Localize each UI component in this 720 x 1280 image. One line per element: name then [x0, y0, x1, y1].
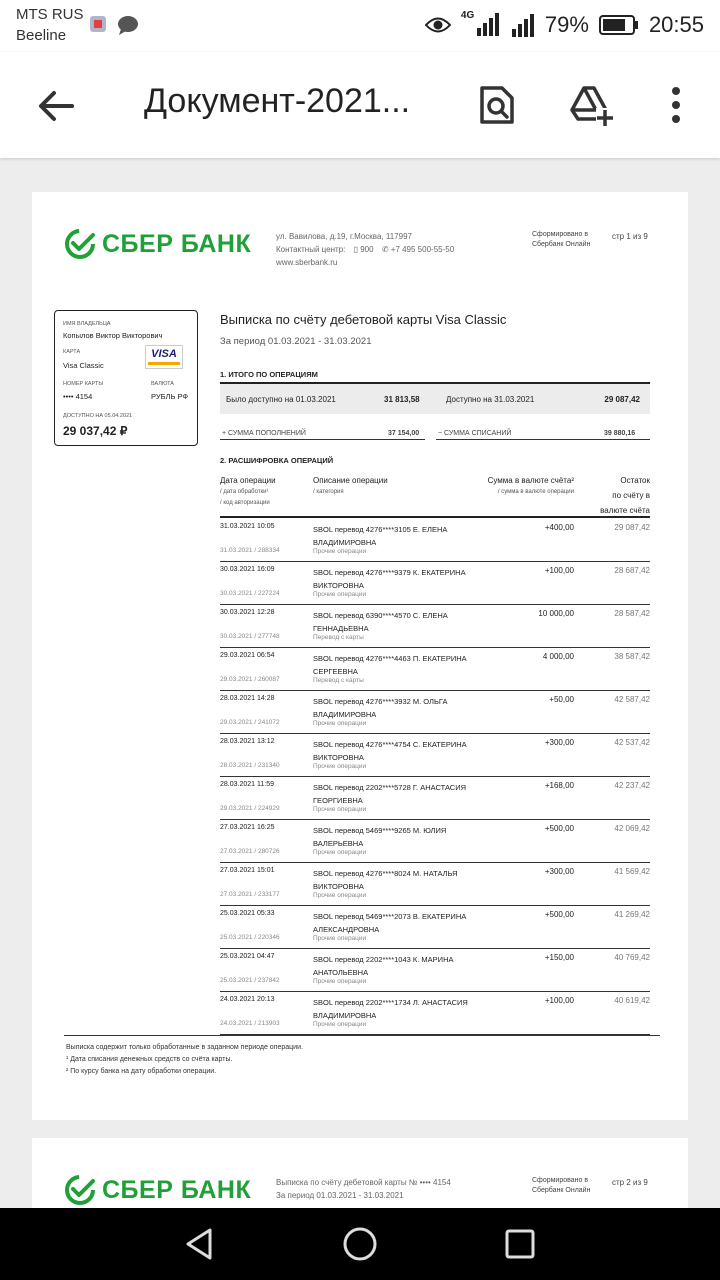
col-balance-2: по счёту в: [612, 491, 650, 500]
status-bar: [0, 0, 720, 52]
tx-code: 29.03.2021 / 260087: [220, 676, 280, 683]
transaction-row: [220, 604, 650, 648]
section-totals: 1. ИТОГО ПО ОПЕРАЦИЯМ: [220, 370, 318, 379]
tx-amount: +50,00: [549, 695, 574, 704]
currency: РУБЛЬ РФ: [151, 392, 189, 401]
card-type: Visa Classic: [63, 361, 104, 370]
visa-brand: VISA: [151, 348, 177, 360]
tx-description: SBOL перевод 4276****4754 С. ЕКАТЕРИНА ВИКТОРОВНА: [313, 740, 467, 762]
tx-date: 28.03.2021 14:28: [220, 695, 275, 702]
tx-category: Прочие операции: [313, 720, 367, 727]
footer-divider: [64, 1035, 660, 1036]
bank-name: СБЕР БАНК: [102, 229, 252, 258]
message-bubble-icon: [116, 14, 140, 36]
tx-category: Перевод с карты: [313, 634, 364, 641]
navigation-bar: [0, 1208, 720, 1280]
tx-code: 29.03.2021 / 241072: [220, 719, 280, 726]
tx-category: Прочие операции: [313, 548, 367, 555]
holder-name: Копылов Виктор Викторович: [63, 331, 163, 340]
recents-square-icon[interactable]: [502, 1226, 538, 1262]
tx-balance: 41 269,42: [614, 910, 650, 919]
tx-amount: +500,00: [544, 824, 574, 833]
tx-amount: +500,00: [544, 910, 574, 919]
col-amount-sub: / сумма в валюте операции: [497, 489, 574, 495]
divider: [436, 439, 650, 440]
app-bar: [0, 52, 720, 158]
sber-logo: [64, 1174, 251, 1206]
tx-balance: 42 537,42: [614, 738, 650, 747]
tx-amount: 10 000,00: [538, 609, 574, 618]
page2-line-1: Выписка по счёту дебетовой карты № •••• 4154: [276, 1178, 451, 1187]
signal-strength-icon: [511, 13, 535, 37]
phone-long: +7 495 500-55-50: [390, 245, 455, 254]
tx-date: 27.03.2021 15:01: [220, 867, 275, 874]
col-desc-sub: / категория: [313, 489, 344, 495]
col-date-sub1: / дата обработки¹: [220, 489, 269, 495]
tx-date: 25.03.2021 04:47: [220, 953, 275, 960]
back-triangle-icon[interactable]: [182, 1226, 218, 1262]
battery-percent: 79%: [544, 12, 589, 37]
page-number: стр 1 из 9: [612, 232, 648, 241]
more-vert-icon[interactable]: [654, 82, 698, 128]
tx-category: Прочие операции: [313, 806, 367, 813]
footnotes: [66, 1042, 303, 1078]
tx-balance: 29 087,42: [614, 523, 650, 532]
tx-balance: 40 769,42: [614, 953, 650, 962]
visa-logo: [145, 345, 183, 369]
tx-category: Прочие операции: [313, 763, 367, 770]
section-operations: 2. РАСШИФРОВКА ОПЕРАЦИЙ: [220, 456, 334, 465]
card-label: КАРТА: [63, 349, 81, 355]
transaction-row: [220, 862, 650, 906]
tx-description: SBOL перевод 5469****2073 В. ЕКАТЕРИНА АЛЕКСАНДРОВНА: [313, 912, 467, 934]
tx-description: SBOL перевод 2202****5728 Г. АНАСТАСИЯ ГЕОРГИЕВНА: [313, 783, 467, 805]
tx-code: 31.03.2021 / 288334: [220, 547, 280, 554]
clock: 20:55: [648, 12, 704, 37]
document-title: Документ-2021...: [144, 82, 411, 120]
start-label: Было доступно на 01.03.2021: [226, 395, 336, 404]
col-amount: Сумма в валюте счёта²: [487, 476, 574, 485]
battery-icon: [599, 14, 639, 36]
tx-date: 28.03.2021 13:12: [220, 738, 275, 745]
col-date: Дата операции: [220, 476, 276, 485]
tx-code: 30.03.2021 / 227224: [220, 590, 280, 597]
bank-name: СБЕР БАНК: [102, 1175, 252, 1204]
tx-code: 25.03.2021 / 220346: [220, 934, 280, 941]
tx-code: 24.03.2021 / 213903: [220, 1020, 280, 1027]
back-arrow-icon[interactable]: [34, 84, 78, 128]
bank-contacts: [276, 230, 454, 269]
generated-line-2: Сбербанк Онлайн: [532, 1187, 591, 1194]
tx-amount: 4 000,00: [542, 652, 574, 661]
available-balance: 29 037,42 ₽: [63, 424, 128, 438]
tx-code: 29.03.2021 / 224929: [220, 805, 280, 812]
carrier-1: MTS RUS: [16, 6, 84, 23]
tx-description: SBOL перевод 2202****1043 К. МАРИНА АНАТОЛЬЕВНА: [313, 955, 454, 977]
sber-logo-icon: [64, 228, 96, 260]
transaction-row: [220, 647, 650, 691]
home-circle-icon[interactable]: [342, 1226, 378, 1262]
end-value: 29 087,42: [604, 395, 640, 404]
phone-icon: ▯: [353, 245, 358, 254]
transaction-row: [220, 991, 650, 1035]
generated-line-2: Сбербанк Онлайн: [532, 241, 591, 248]
transaction-row: [220, 948, 650, 992]
tx-amount: +400,00: [544, 523, 574, 532]
plus-label: + СУММА ПОПОЛНЕНИЙ: [222, 430, 306, 437]
plus-value: 37 154,00: [388, 430, 420, 437]
totals-box: [220, 382, 650, 414]
transaction-row: [220, 518, 650, 562]
tx-date: 30.03.2021 12:28: [220, 609, 275, 616]
tx-date: 25.03.2021 05:33: [220, 910, 275, 917]
statement-period: За период 01.03.2021 - 31.03.2021: [220, 336, 372, 347]
tx-amount: +300,00: [544, 867, 574, 876]
tx-description: SBOL перевод 4276****4463 П. ЕКАТЕРИНА СЕРГЕЕВНА: [313, 654, 467, 676]
tx-description: SBOL перевод 4276****3105 Е. ЕЛЕНА ВЛАДИМИРОВНА: [313, 525, 448, 547]
page-number: стр 2 из 9: [612, 1178, 648, 1187]
search-document-icon[interactable]: [474, 82, 520, 128]
minus-value: 39 880,16: [604, 430, 636, 437]
tx-balance: 28 687,42: [614, 566, 650, 575]
start-value: 31 813,58: [384, 395, 420, 404]
transaction-row: [220, 819, 650, 863]
number-label: НОМЕР КАРТЫ: [63, 381, 104, 387]
tx-category: Прочие операции: [313, 978, 367, 985]
website: www.sberbank.ru: [276, 258, 338, 267]
tx-description: SBOL перевод 4276****8024 М. НАТАЛЬЯ ВИКТОРОВНА: [313, 869, 458, 891]
network-type: 4G: [460, 10, 475, 21]
tx-amount: +168,00: [544, 781, 574, 790]
tx-balance: 28 587,42: [614, 609, 650, 618]
tx-date: 27.03.2021 16:25: [220, 824, 275, 831]
eye-icon: [425, 16, 451, 34]
page2-header: [276, 1176, 451, 1202]
sber-logo: [64, 228, 251, 260]
document-page-1: [32, 192, 688, 1120]
col-balance-1: Остаток: [620, 476, 650, 485]
add-to-drive-icon[interactable]: [568, 82, 614, 128]
tx-balance: 41 569,42: [614, 867, 650, 876]
tx-code: 27.03.2021 / 233177: [220, 891, 280, 898]
phone-short: 900: [360, 245, 374, 254]
tx-category: Прочие операции: [313, 892, 367, 899]
bank-address: ул. Вавилова, д.19, г.Москва, 117997: [276, 232, 412, 241]
tx-date: 30.03.2021 16:09: [220, 566, 275, 573]
minus-label: − СУММА СПИСАНИЙ: [438, 430, 512, 437]
contact-label: Контактный центр:: [276, 245, 346, 254]
tx-amount: +150,00: [544, 953, 574, 962]
tx-balance: 42 237,42: [614, 781, 650, 790]
footnote-1: Выписка содержит только обработанные в заданном периоде операции.: [66, 1044, 303, 1051]
col-date-sub2: / код авторизации: [220, 500, 270, 506]
tx-code: 30.03.2021 / 277748: [220, 633, 280, 640]
sber-logo-icon: [64, 1174, 96, 1206]
tx-code: 25.03.2021 / 237842: [220, 977, 280, 984]
transaction-row: [220, 905, 650, 949]
tx-category: Прочие операции: [313, 591, 367, 598]
divider: [220, 439, 425, 440]
page2-line-2: За период 01.03.2021 - 31.03.2021: [276, 1191, 404, 1200]
tx-category: Прочие операции: [313, 849, 367, 856]
tx-balance: 40 619,42: [614, 996, 650, 1005]
col-balance: [600, 473, 650, 518]
notification-app-icon: [88, 14, 108, 34]
generated-note: [532, 1176, 590, 1196]
tx-category: Прочие операции: [313, 1021, 367, 1028]
generated-line-1: Сформировано в: [532, 231, 589, 238]
phone-icon-2: ✆: [381, 245, 389, 254]
tx-amount: +100,00: [544, 996, 574, 1005]
tx-description: SBOL перевод 4276****9379 К. ЕКАТЕРИНА ВИКТОРОВНА: [313, 568, 466, 590]
generated-note: [532, 230, 590, 250]
tx-category: Прочие операции: [313, 935, 367, 942]
tx-description: SBOL перевод 5469****9265 М. ЮЛИЯ ВАЛЕРЬЕВНА: [313, 826, 447, 848]
tx-code: 27.03.2021 / 280726: [220, 848, 280, 855]
tx-code: 28.03.2021 / 231340: [220, 762, 280, 769]
tx-balance: 38 587,42: [614, 652, 650, 661]
carrier-2: Beeline: [16, 27, 67, 44]
tx-description: SBOL перевод 6390****4570 С. ЕЛЕНА ГЕННАДЬЕВНА: [313, 611, 448, 633]
end-label: Доступно на 31.03.2021: [446, 395, 535, 404]
card-number: •••• 4154: [63, 392, 93, 401]
statement-title: Выписка по счёту дебетовой карты Visa Classic: [220, 312, 507, 327]
transaction-row: [220, 776, 650, 820]
tx-balance: 42 587,42: [614, 695, 650, 704]
tx-description: SBOL перевод 2202****1734 Л. АНАСТАСИЯ ВЛАДИМИРОВНА: [313, 998, 468, 1020]
mobile-signal-icon: [461, 12, 501, 38]
generated-line-1: Сформировано в: [532, 1177, 589, 1184]
footnote-3: ² По курсу банка на дату обработки операции.: [66, 1068, 217, 1075]
tx-date: 31.03.2021 10:05: [220, 523, 275, 530]
tx-category: Перевод с карты: [313, 677, 364, 684]
tx-date: 28.03.2021 11:59: [220, 781, 274, 788]
tx-date: 29.03.2021 06:54: [220, 652, 275, 659]
tx-balance: 42 069,42: [614, 824, 650, 833]
tx-amount: +300,00: [544, 738, 574, 747]
holder-label: ИМЯ ВЛАДЕЛЬЦА: [63, 321, 111, 327]
col-balance-3: валюте счёта: [600, 506, 650, 515]
available-label: ДОСТУПНО НА 05.04.2021: [63, 413, 133, 419]
tx-date: 24.03.2021 20:13: [220, 996, 275, 1003]
card-info-box: [54, 310, 198, 446]
transaction-row: [220, 690, 650, 734]
currency-label: ВАЛЮТА: [151, 381, 174, 387]
tx-amount: +100,00: [544, 566, 574, 575]
footnote-2: ¹ Дата списания денежных средств со счёта карты.: [66, 1056, 233, 1063]
transaction-row: [220, 561, 650, 605]
transaction-row: [220, 733, 650, 777]
tx-description: SBOL перевод 4276****3932 М. ОЛЬГА ВЛАДИМИРОВНА: [313, 697, 448, 719]
col-desc: Описание операции: [313, 476, 388, 485]
